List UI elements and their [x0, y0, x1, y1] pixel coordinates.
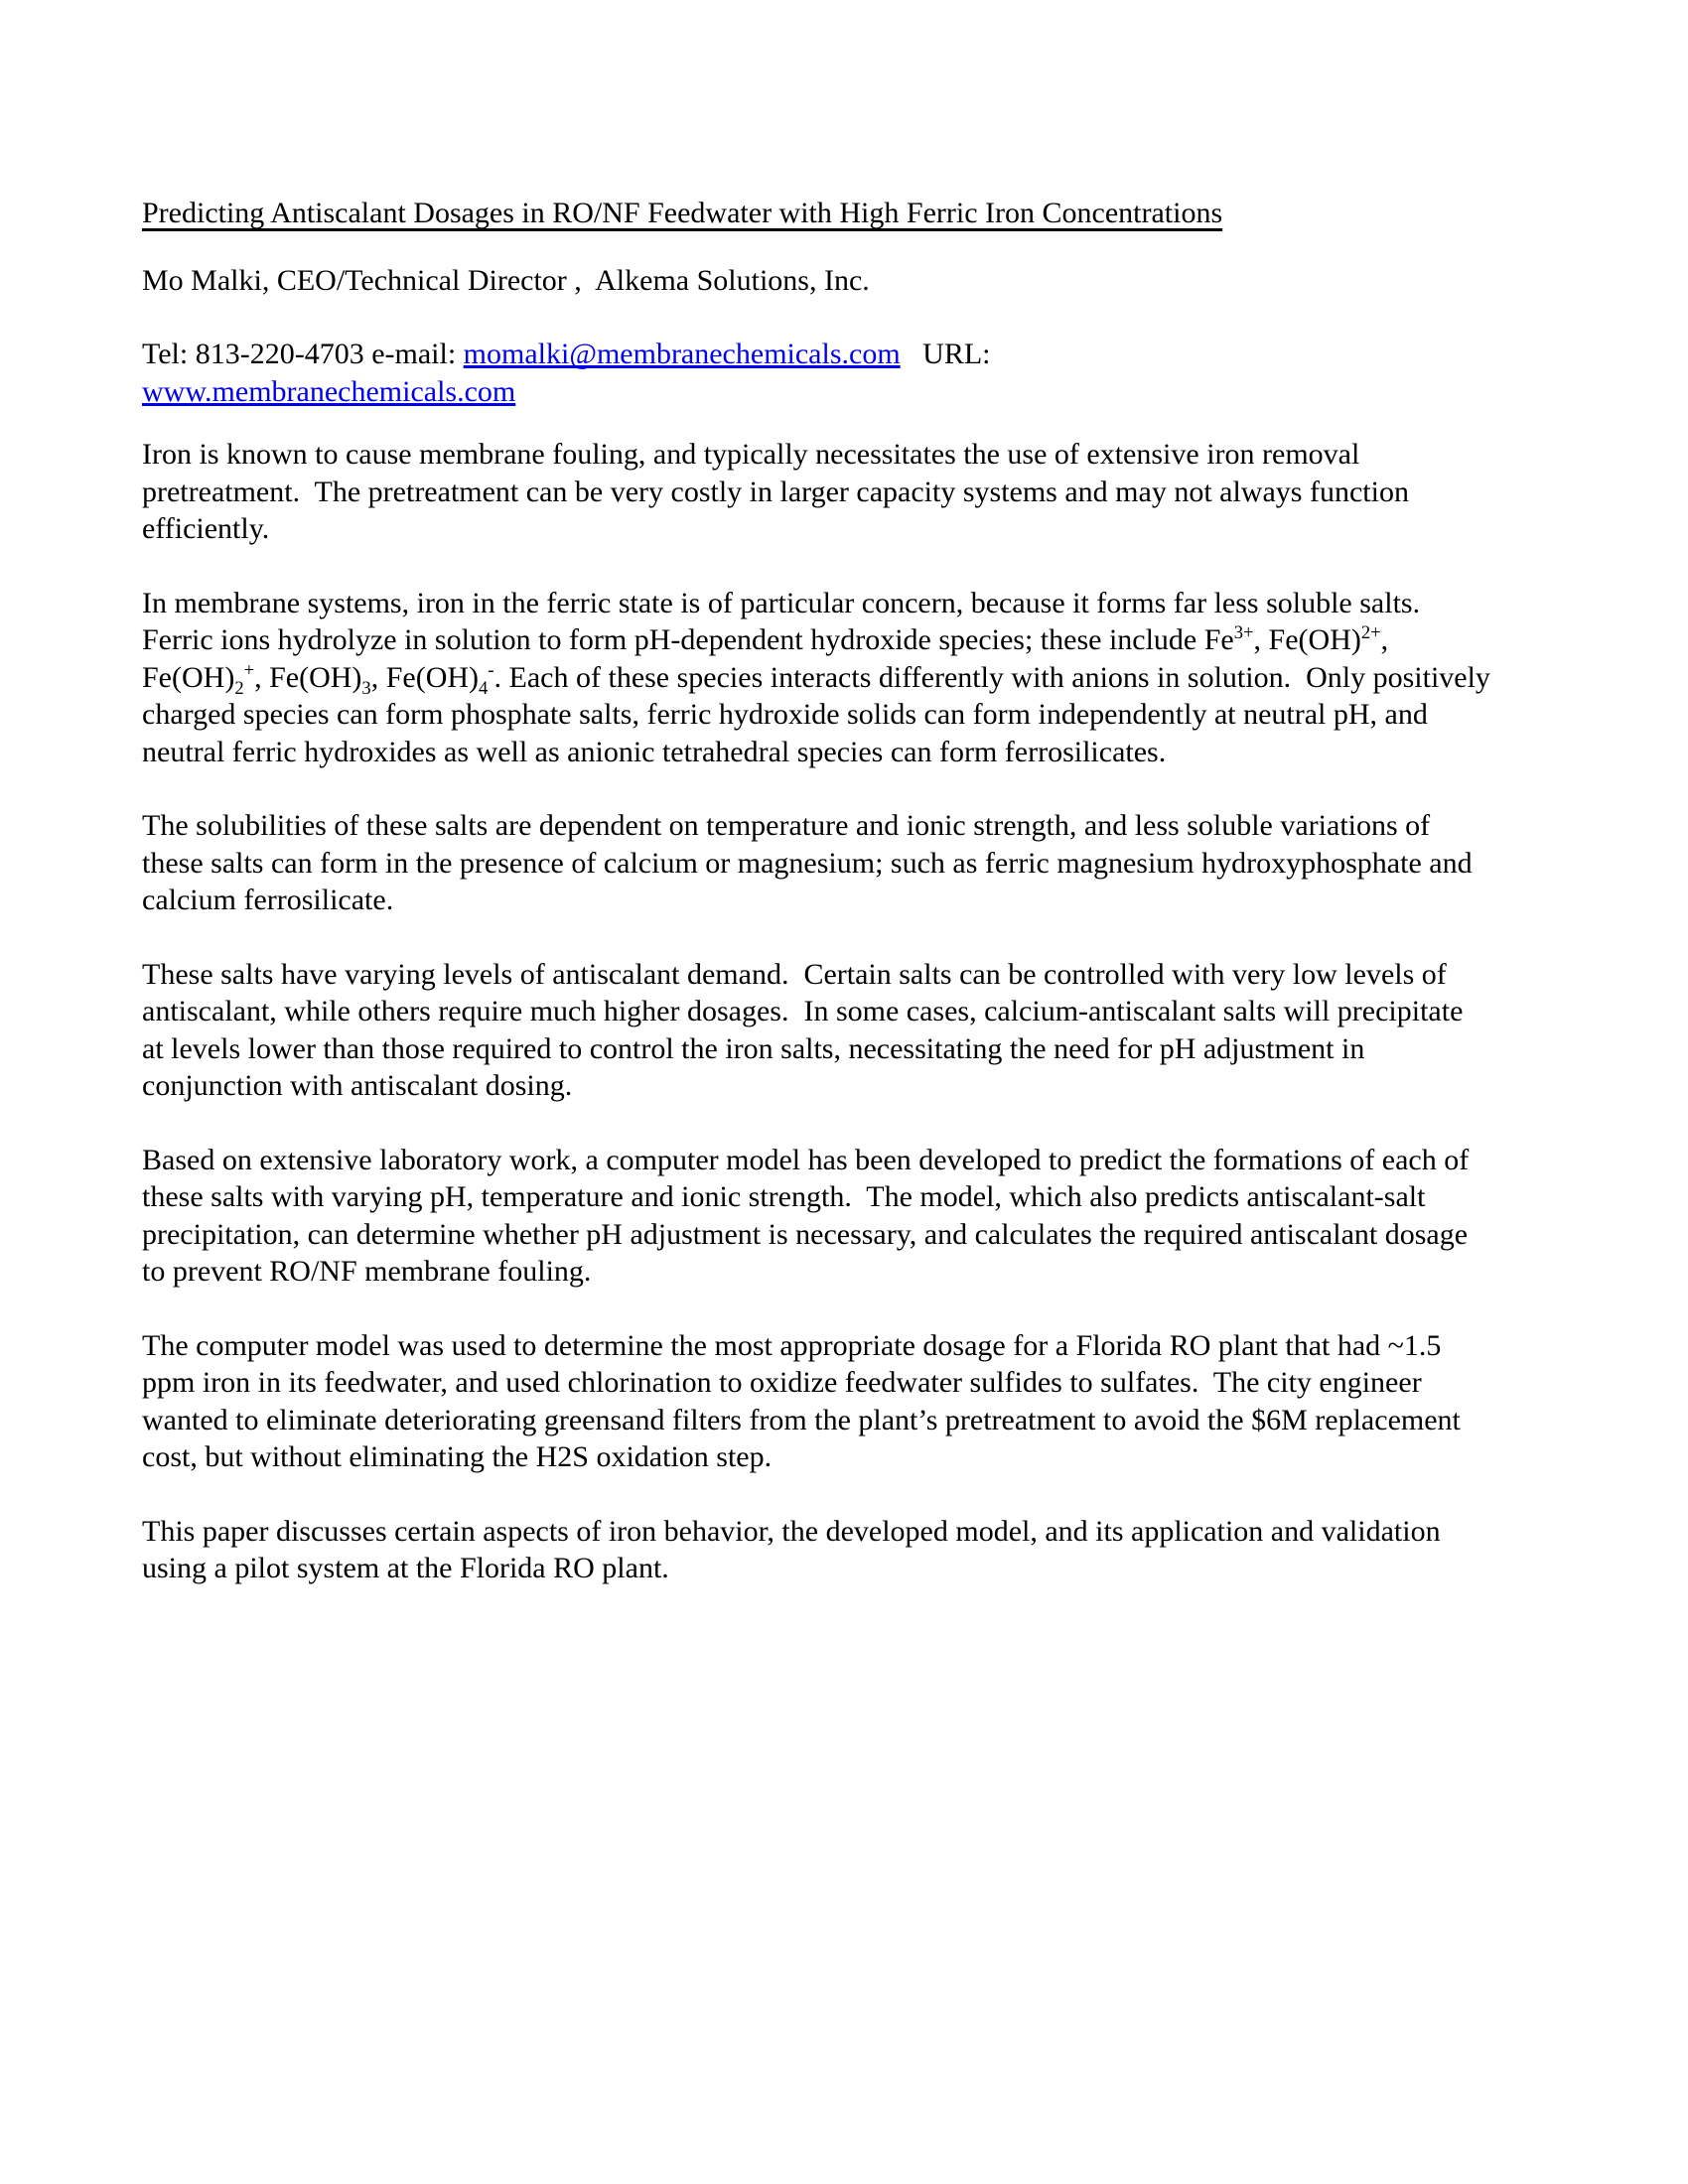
tel-email-label: Tel: 813-220-4703 e-mail:: [142, 338, 464, 370]
superscript-run: +: [243, 659, 255, 681]
text-run: , Fe(OH): [370, 660, 480, 694]
text-run: , Fe(OH): [254, 660, 362, 694]
paragraph-iron-fouling: [142, 436, 1490, 548]
paragraph-paper-scope: [142, 1513, 1490, 1587]
text-run: , Fe(OH): [1253, 623, 1361, 656]
body-paragraphs: [142, 436, 1498, 1587]
paragraph-ferric-species: [142, 585, 1498, 771]
text-run: The computer model was used to determine the most appropriate dosage for a Florida RO plant that had ~1.5 ppm iron in its feedwater, and used chlorination to oxidize feedwater sulfides to sulfates. The city engineer wanted to eliminate deteriorating greensand filters from the plant’s pretreatment to avoid the $6M replacement cost, but without eliminating the H2S oxidation step.: [142, 1328, 1469, 1473]
text-run: These salts have varying levels of antiscalant demand. Certain salts can be controlled with very low levels of antiscalant, while others require much higher dosages. In some cases, calcium-antiscalant salts will precipitate at levels lower than those required to control the iron salts, necessitating the need for pH adjustment in conjunction with antiscalant dosing.: [142, 957, 1471, 1102]
subscript-run: 4: [479, 677, 489, 699]
text-run: , Fe(OH): [142, 623, 1396, 694]
paragraph-antiscalant-demand: [142, 956, 1490, 1105]
document-title: [142, 195, 1490, 232]
subscript-run: 3: [361, 677, 371, 699]
paragraph-florida-plant: [142, 1327, 1490, 1476]
author-byline: Mo Malki, CEO/Technical Director , Alkema Solutions, Inc.: [142, 263, 870, 297]
superscript-run: 3+: [1233, 622, 1254, 643]
text-run: The solubilities of these salts are dependent on temperature and ionic strength, and less soluble variations of these salts can form in the presence of calcium or magnesium; such as ferric magnesium hydroxyphosphate and calcium ferrosilicate.: [142, 809, 1480, 916]
title-text: Predicting Antiscalant Dosages in RO/NF Feedwater with High Ferric Iron Concentrations: [142, 197, 1223, 229]
website-link[interactable]: www.membranechemicals.com: [142, 374, 516, 408]
superscript-run: 2+: [1360, 622, 1381, 643]
text-run: This paper discusses certain aspects of iron behavior, the developed model, and its application and validation using a pilot system at the Florida RO plant.: [142, 1514, 1449, 1584]
text-run: . Each of these species interacts differently with anions in solution. Only positively charged species can form phosphate salts, ferric hydroxide solids can form independently at neutral pH, and neutral ferric hydroxides as well as anionic tetrahedral species can form ferrosilicates.: [142, 660, 1498, 768]
superscript-run: -: [488, 659, 494, 681]
subscript-run: 2: [234, 677, 244, 699]
url-label: URL:: [900, 338, 998, 370]
paragraph-solubilities: [142, 807, 1490, 919]
contact-line: [142, 336, 1490, 410]
text-run: In membrane systems, iron in the ferric state is of particular concern, because it forms far less soluble salts. Ferric ions hydrolyze in solution to form pH-dependent hydroxide species; these include Fe: [142, 586, 1443, 656]
text-run: Based on extensive laboratory work, a computer model has been developed to predict the formations of each of these salts with varying pH, temperature and ionic strength. The model, which also predicts antiscalant-salt precipitation, can determine whether pH adjustment is necessary, and calculates the required antiscalant dosage to prevent RO/NF membrane fouling.: [142, 1143, 1477, 1288]
document-page: [142, 195, 1498, 1624]
text-run: Iron is known to cause membrane fouling, and typically necessitates the use of extensive iron removal pretreatment. The pretreatment can be very costly in larger capacity systems and may not always function efficiently.: [142, 438, 1417, 545]
email-link[interactable]: momalki@membranechemicals.com: [463, 338, 901, 370]
paragraph-computer-model: [142, 1142, 1490, 1291]
